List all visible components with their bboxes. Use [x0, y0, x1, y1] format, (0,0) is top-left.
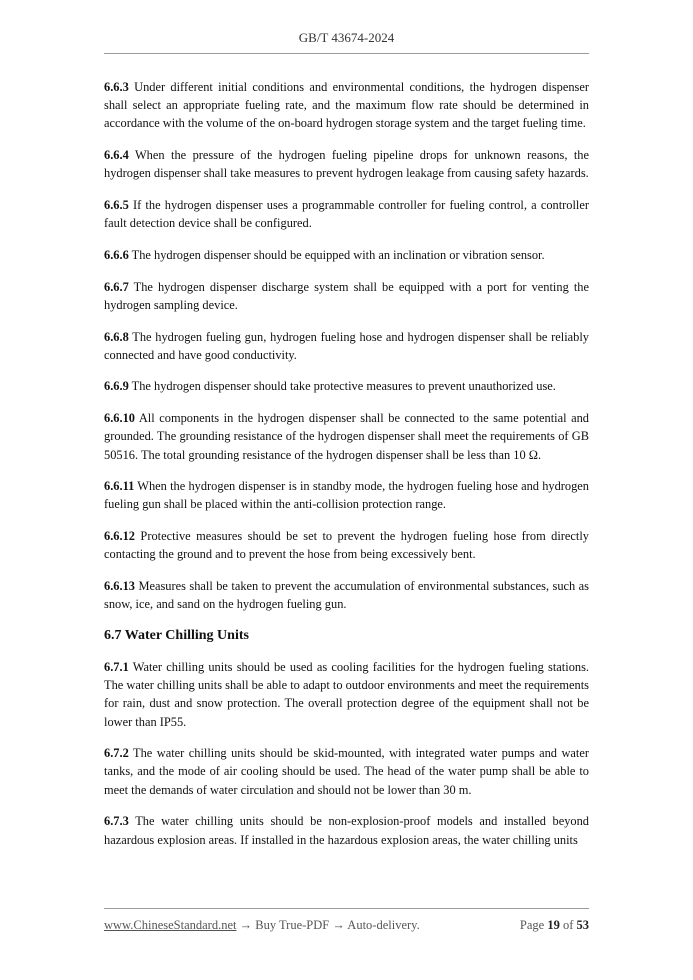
clause-text: If the hydrogen dispenser uses a programmable controller for fueling control, a controller fault detection device shall be configured.: [104, 198, 589, 231]
clause-number: 6.6.10: [104, 411, 135, 426]
clause-number: 6.6.8: [104, 329, 129, 344]
clause-6-6-8: [104, 328, 589, 364]
document-id: GB/T 43674-2024: [298, 30, 395, 45]
clause-number: 6.6.3: [104, 80, 129, 94]
clause-6-6-4: [104, 146, 589, 182]
clause-text: Measures shall be taken to prevent the accumulation of environmental substances, such as snow, ice, and sand on the hydrogen fueling gun.: [104, 579, 589, 612]
clause-6-7-1: [104, 658, 589, 731]
clause-6-6-7: [104, 278, 589, 314]
clause-6-6-12: [104, 527, 589, 563]
footer-promo: [104, 918, 420, 933]
clause-text: When the pressure of the hydrogen fueling pipeline drops for unknown reasons, the hydrogen dispenser shall take measures to prevent hydrogen leakage from causing safety hazards.: [104, 148, 589, 181]
clause-text: All components in the hydrogen dispenser shall be connected to the same potential and grounded. The grounding resistance of the hydrogen dispenser shall meet the requirements of GB 50516. The total grounding resistance of the hydrogen dispenser shall be less than 10 Ω.: [104, 411, 589, 462]
clause-text: Water chilling units should be used as cooling facilities for the hydrogen fueling stations. The water chilling units shall be able to adapt to outdoor environments and meet the requirements for rain, dust and snow protection. The overall protection degree of the equipment shall not be lower than IP55.: [104, 659, 589, 729]
clause-text: The hydrogen dispenser should be equipped with an inclination or vibration sensor.: [128, 247, 545, 262]
clause-text: When the hydrogen dispenser is in standby mode, the hydrogen fueling hose and hydrogen fueling gun shall be placed within the anti-collision protection range.: [104, 479, 589, 512]
clause-6-6-9: [104, 377, 589, 395]
clause-6-7-2: [104, 744, 589, 799]
document-header: [0, 30, 693, 46]
clause-6-6-6: [104, 246, 589, 264]
clause-text: The water chilling units should be non-explosion-proof models and installed beyond hazardous explosion areas. If installed in the hazardous explosion areas, the water chilling units: [104, 814, 589, 847]
clause-text: The hydrogen dispenser discharge system shall be equipped with a port for venting the hydrogen sampling device.: [104, 279, 589, 312]
clause-number: 6.6.6: [104, 247, 129, 262]
clause-text: Under different initial conditions and environmental conditions, the hydrogen dispenser shall select an appropriate fueling rate, and the maximum flow rate should be determined in accordance with the volume of the on-board hydrogen storage system and the target fueling time.: [104, 80, 589, 131]
site-link[interactable]: www.ChineseStandard.net: [104, 918, 237, 932]
clause-number: 6.6.5: [104, 198, 129, 213]
footer-divider: [104, 908, 589, 909]
current-page-number: 19: [547, 918, 560, 932]
clause-6-6-11: [104, 477, 589, 513]
clause-number: 6.7.2: [104, 746, 129, 761]
clause-text: The hydrogen fueling gun, hydrogen fueling hose and hydrogen dispenser shall be reliably connected and have good conductivity.: [104, 329, 589, 362]
promo-text: → Buy True-PDF → Auto-delivery.: [236, 918, 420, 932]
clause-number: 6.6.12: [104, 529, 135, 544]
section-heading: 6.7 Water Chilling Units: [104, 627, 249, 643]
of-word: of: [559, 918, 577, 932]
clause-text: Protective measures should be set to prevent the hydrogen fueling hose from directly contacting the ground and to prevent the hose from being excessively bent.: [104, 529, 589, 562]
clause-6-6-5: [104, 196, 589, 232]
clause-6-6-10: [104, 409, 589, 464]
clause-6-6-13: [104, 577, 589, 613]
page-indicator: [520, 918, 589, 933]
clause-6-7-3: [104, 812, 589, 848]
clause-6-6-3: [104, 78, 589, 133]
clause-number: 6.6.4: [104, 148, 129, 163]
clause-number: 6.6.11: [104, 479, 135, 494]
clause-number: 6.7.1: [104, 659, 129, 674]
clause-number: 6.6.13: [104, 579, 135, 594]
clause-text: The hydrogen dispenser should take protective measures to prevent unauthorized use.: [128, 379, 556, 394]
page-word: Page: [519, 918, 548, 932]
clause-number: 6.6.9: [104, 379, 129, 394]
total-pages-number: 53: [576, 918, 589, 932]
clause-text: The water chilling units should be skid-mounted, with integrated water pumps and water tanks, and the mode of air cooling should be used. The head of the water pump shall be able to meet the demands of water circulation and should not be lower than 30 m.: [104, 746, 589, 797]
page-body: [104, 78, 589, 862]
header-divider: [104, 53, 589, 54]
clause-number: 6.6.7: [104, 279, 129, 294]
clause-number: 6.7.3: [104, 814, 129, 829]
